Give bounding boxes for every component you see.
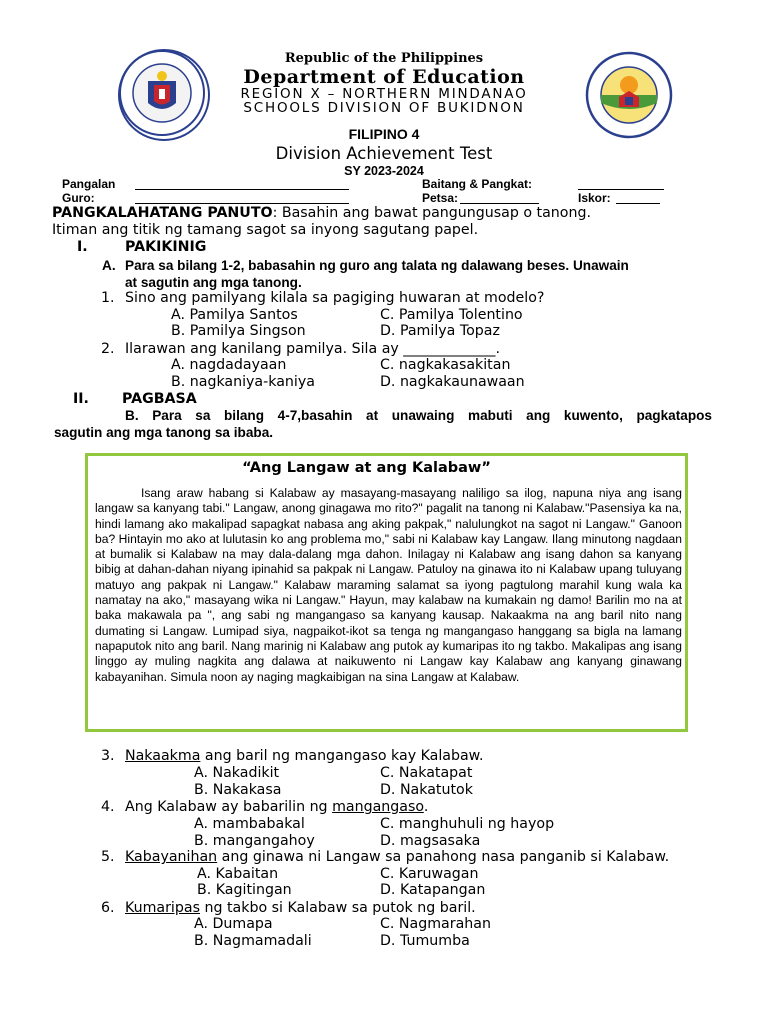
q3-text xyxy=(125,748,484,764)
section-2b-line-1: B. Para sa bilang 4-7,basahin at unawaing mabuti ang kuwento, pagkatapos xyxy=(125,408,712,423)
section-2b-line-2: sagutin ang mga tanong sa ibaba. xyxy=(54,425,274,440)
teacher-field[interactable] xyxy=(135,203,349,204)
q1-option-d[interactable]: D. Pamilya Topaz xyxy=(380,323,500,339)
q6-option-d[interactable]: D. Tumumba xyxy=(380,933,470,949)
q5-option-a[interactable]: A. Kabaitan xyxy=(197,866,279,882)
q6-text xyxy=(125,900,476,916)
q5-option-d[interactable]: D. Katapangan xyxy=(380,882,486,898)
q4-option-c[interactable]: C. manghuhuli ng hayop xyxy=(380,816,555,832)
grade-section-label: Baitang & Pangkat: xyxy=(422,177,533,191)
date-field[interactable] xyxy=(460,203,539,204)
q5-rest: ang ginawa ni Langaw sa panahong nasa panganib si Kalabaw. xyxy=(217,849,670,865)
q2-number: 2. xyxy=(101,341,115,357)
q5-number: 5. xyxy=(101,849,115,865)
header-region: REGION X – NORTHERN MINDANAO xyxy=(240,86,528,102)
q2-option-c[interactable]: C. nagkakasakitan xyxy=(380,357,511,373)
section-1-number: I. xyxy=(77,239,88,255)
q4-text xyxy=(125,799,428,815)
q4-keyword: mangangaso xyxy=(332,799,424,815)
header-republic: Republic of the Philippines xyxy=(284,51,484,66)
q3-keyword: Nakaakma xyxy=(125,748,201,764)
section-1-title: PAKIKINIG xyxy=(125,239,207,255)
section-2-number: II. xyxy=(73,391,89,407)
q1-number: 1. xyxy=(101,290,115,306)
section-2-title: PAGBASA xyxy=(122,391,197,407)
name-field[interactable] xyxy=(135,189,349,190)
q6-option-c[interactable]: C. Nagmarahan xyxy=(380,916,491,932)
q1-option-b[interactable]: B. Pamilya Singson xyxy=(171,323,306,339)
q2-option-a[interactable]: A. nagdadayaan xyxy=(171,357,287,373)
q3-option-a[interactable]: A. Nakadikit xyxy=(194,765,280,781)
q5-keyword: Kabayanihan xyxy=(125,849,218,865)
section-1a-line-1: Para sa bilang 1-2, babasahin ng guro ang talata ng dalawang beses. Unawain xyxy=(125,258,629,273)
teacher-label: Guro: xyxy=(62,191,95,205)
q5-option-b[interactable]: B. Kagitingan xyxy=(197,882,292,898)
q3-number: 3. xyxy=(101,748,115,764)
q3-option-d[interactable]: D. Nakatutok xyxy=(380,782,473,798)
q6-keyword: Kumaripas xyxy=(125,900,200,916)
grade-section-field[interactable] xyxy=(578,189,664,190)
general-instructions xyxy=(52,205,591,221)
q2-option-b[interactable]: B. nagkaniya-kaniya xyxy=(171,374,315,390)
q6-option-a[interactable]: A. Dumapa xyxy=(194,916,273,932)
score-field[interactable] xyxy=(616,203,660,204)
q6-option-b[interactable]: B. Nagmamadali xyxy=(194,933,312,949)
header-department: Department of Education xyxy=(243,66,525,88)
instructions-label: PANGKALAHATANG PANUTO xyxy=(52,205,273,221)
q4-pre: Ang Kalabaw ay babarilin ng xyxy=(125,799,333,815)
q3-rest: ang baril ng mangangaso kay Kalabaw. xyxy=(200,748,484,764)
header-division: SCHOOLS DIVISION OF BUKIDNON xyxy=(243,100,525,116)
subject-title: FILIPINO 4 xyxy=(348,126,420,142)
q4-number: 4. xyxy=(101,799,115,815)
q5-text xyxy=(125,849,669,865)
q6-rest: ng takbo si Kalabaw sa putok ng baril. xyxy=(199,900,476,916)
q5-option-c[interactable]: C. Karuwagan xyxy=(380,866,479,882)
q2-option-d[interactable]: D. nagkakaunawaan xyxy=(380,374,525,390)
story-body: Isang araw habang si Kalabaw ay masayang-masayang naliligo sa ilog, napuna niya ang isang langaw sa kanyang tabi." Langaw, anong ginagawa mo rito?" pagalit na tanong ni Kalabaw."Pasensiya ka na, hindi lamang ako makalipad sapagkat nabasa ang aking pakpak," nalulungkot na sagot ni Langaw." Ganoon ba? Hintayin mo ako at lulutasin ko ang problema mo," sabi ni Kalabaw kay Langaw. Ilang minutong nagdaan at bumalik si Kalabaw na may dala-dalang mga dahon. Inilagay ni Kalabaw ang isang dahon sa kanyang bibig at dahan-dahan niyang ipinahid sa pakpak ni Langaw. Patuloy na ginawa ito ni Kalabaw upang tuluyang matuyo ang pakpak ni Langaw." Kalabaw maraming salamat sa iyong pagtulong marahil kung wala ka namatay na ako," masayang wika ni Langaw." Hayun, may kalabaw na kumakain ng damo! Barilin mo na at baka makawala pa ", ang sabi ng mangangaso sa kanyang kausap. Nakaakma na ang baril nito nang dumating si Langaw. Lumipad siya, nagpaikot-ikot sa tenga ng mangangaso hanggang sa bigla na lamang napaputok nito ang baril. Nang marinig ni Kalabaw ang putok ay kumaripas ito ng takbo. Makalipas ang isang linggo ay muling nagkita ang dalawa at naikuwento ni Langaw kay Kalabaw ang kanyang ginawang kabayanihan. Simula noon ay naging magkaibigan na sina Langaw at Kalabaw. xyxy=(95,486,682,684)
school-year: SY 2023-2024 xyxy=(344,164,424,178)
q6-number: 6. xyxy=(101,900,115,916)
section-1a-letter: A. xyxy=(102,258,116,273)
q4-option-a[interactable]: A. mambabakal xyxy=(194,816,305,832)
story-title: “Ang Langaw at ang Kalabaw” xyxy=(242,460,491,476)
q1-option-c[interactable]: C. Pamilya Tolentino xyxy=(380,307,523,323)
q3-option-b[interactable]: B. Nakakasa xyxy=(194,782,282,798)
test-title: Division Achievement Test xyxy=(275,144,493,163)
q1-option-a[interactable]: A. Pamilya Santos xyxy=(171,307,298,323)
section-1a-line-2: at sagutin ang mga tanong. xyxy=(125,275,302,290)
q4-post: . xyxy=(423,799,429,815)
q1-text: Sino ang pamilyang kilala sa pagiging huwaran at modelo? xyxy=(125,290,545,306)
q4-option-d[interactable]: D. magsasaka xyxy=(380,833,481,849)
instructions-text-2: Itiman ang titik ng tamang sagot sa inyong sagutang papel. xyxy=(52,222,479,238)
q2-text: Ilarawan ang kanilang pamilya. Sila ay _____________. xyxy=(125,341,501,357)
name-label: Pangalan xyxy=(62,177,116,191)
q3-option-c[interactable]: C. Nakatapat xyxy=(380,765,473,781)
q4-option-b[interactable]: B. mangangahoy xyxy=(194,833,315,849)
date-label: Petsa: xyxy=(422,191,459,205)
score-label: Iskor: xyxy=(578,191,611,205)
instructions-text-1: : Basahin ang bawat pangungusap o tanong. xyxy=(272,205,591,221)
